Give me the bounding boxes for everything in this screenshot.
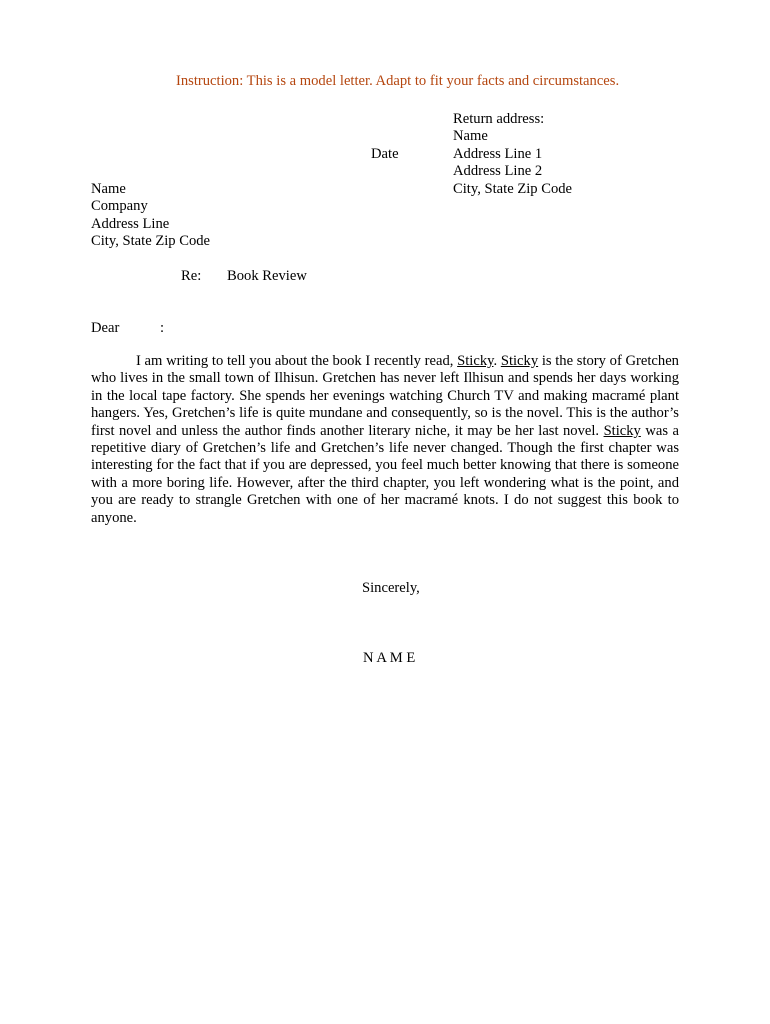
recipient-city-state-zip: City, State Zip Code (91, 233, 211, 250)
return-address-name: Name (453, 128, 488, 145)
return-address-line-1: Address Line 1 (453, 145, 543, 162)
instruction-note: Instruction: This is a model letter. Adapt to fit your facts and circumstances. (176, 73, 620, 89)
signature-name: N A M E (363, 650, 416, 666)
closing: Sincerely, (362, 580, 420, 596)
body-text-3: is the story of Gretchen who lives in the small town of Ilhisun. Gretchen has never left Ilhisun and spends her days working in the local tape factory. She spends her evenings watching Church TV and making macramé plant hangers. Yes, Gretchen’s life is quite mundane and consequently, so is the novel. This is the author’s first novel and unless the author finds another literary niche, it may be her last novel. (91, 353, 679, 439)
letter-body (91, 353, 679, 527)
salutation-word: Dear (91, 320, 120, 336)
book-title: Sticky (603, 422, 641, 439)
re-subject: Book Review (227, 268, 307, 284)
return-address-line-2: Address Line 2 (453, 163, 543, 180)
recipient-address: Address Line (91, 215, 170, 232)
body-text-4: was a repetitive diary of Gretchen’s life and Gretchen’s life never changed. Though the first chapter was interesting for the fact that if you are depressed, you feel much better knowing that there is someone with a more boring life. However, after the third chapter, you left wondering what is the point, and you are ready to strangle Gretchen with one of her macramé knots. I do not suggest this book to anyone. (91, 422, 679, 526)
body-text-1: I am writing to tell you about the book I recently read, (136, 353, 458, 369)
recipient-name: Name (91, 181, 126, 197)
return-address-block (453, 111, 572, 198)
book-title: Sticky (500, 353, 539, 369)
return-address-heading: Return address: (453, 111, 545, 127)
book-title: Sticky (457, 353, 494, 369)
body-text-2: . (493, 353, 501, 369)
salutation-colon: : (160, 320, 165, 336)
recipient-company: Company (91, 198, 148, 215)
return-address-city-state-zip: City, State Zip Code (453, 180, 573, 197)
date-label: Date (371, 146, 399, 162)
recipient-block (91, 181, 210, 251)
re-label: Re: (181, 268, 202, 284)
